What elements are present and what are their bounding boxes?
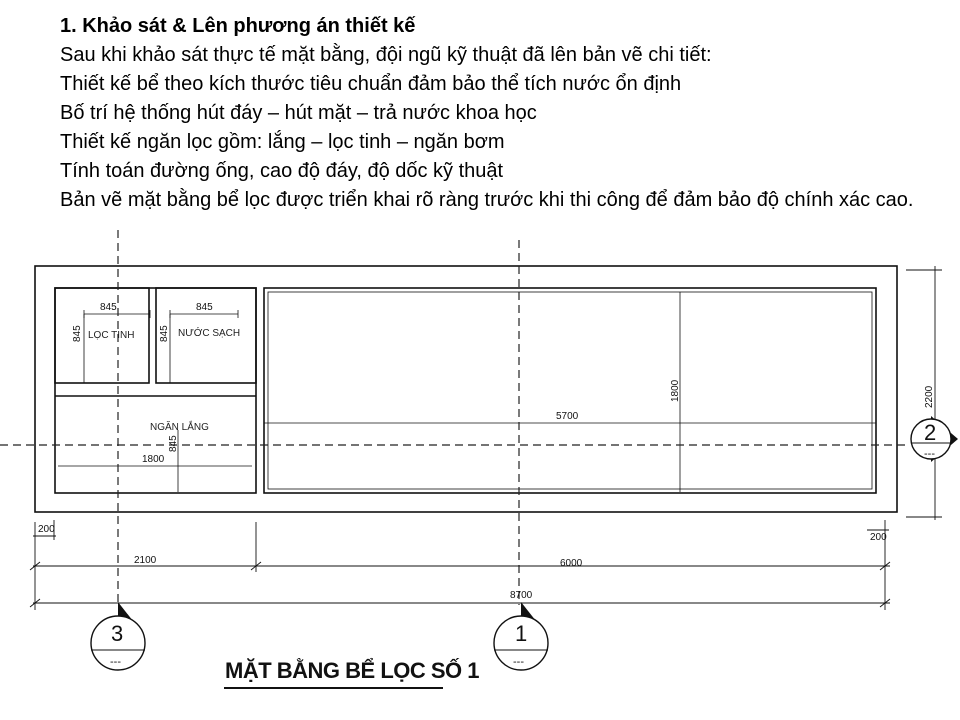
- bubble-1-number: 1: [515, 621, 528, 646]
- description-line: Tính toán đường ống, cao độ đáy, độ dốc kỹ thuật: [60, 160, 504, 182]
- bubble-3-number: 3: [111, 621, 124, 646]
- dim-5700: 5700: [556, 411, 579, 422]
- section-heading: 1. Khảo sát & Lên phương án thiết kế: [60, 15, 416, 37]
- bubble-3-sub: ---: [110, 656, 121, 668]
- floor-plan-drawing: [0, 230, 960, 720]
- dim-845-mid: 845: [159, 325, 170, 342]
- dim-2200: 2200: [924, 385, 935, 408]
- dim-1800-horizontal: 1800: [142, 454, 165, 465]
- dim-6000: 6000: [560, 558, 583, 569]
- dim-200-right: 200: [870, 532, 887, 543]
- axis-bubble-2: [911, 416, 958, 462]
- axis-bubble-3: [91, 602, 145, 670]
- dim-845-a: 845: [100, 302, 117, 313]
- description-text-block: [60, 12, 940, 215]
- dim-1800-vertical: 1800: [670, 379, 681, 402]
- dim-200-left: 200: [38, 524, 55, 535]
- bottom-dimension-lines: [30, 520, 890, 610]
- bubble-2-number: 2: [924, 420, 937, 445]
- dim-2100: 2100: [134, 555, 157, 566]
- bubble-2-sub: ---: [924, 448, 935, 460]
- description-line: Sau khi khảo sát thực tế mặt bằng, đội ngũ kỹ thuật đã lên bản vẽ chi tiết:: [60, 44, 712, 66]
- axis-bubble-1: [494, 602, 548, 670]
- interior-dimensions: [58, 292, 876, 492]
- drawing-title: MẶT BẰNG BỂ LỌC SỐ 1: [225, 658, 480, 683]
- dim-845-b: 845: [196, 302, 213, 313]
- label-ngan-lang: NGĂN LẮNG: [150, 422, 209, 433]
- label-loc-tinh: LỌC TINH: [88, 330, 135, 341]
- bubble-1-sub: ---: [513, 656, 524, 668]
- description-line: Thiết kế ngăn lọc gồm: lắng – lọc tinh – ngăn bơm: [60, 131, 505, 153]
- description-line: Bản vẽ mặt bằng bể lọc được triển khai rõ ràng trước khi thi công để đảm bảo độ chính xác cao.: [60, 189, 914, 211]
- outer-slab: [35, 266, 897, 512]
- dim-8700: 8700: [510, 590, 533, 601]
- dim-845-small: 845: [168, 435, 179, 452]
- label-nuoc-sach: NƯỚC SẠCH: [178, 328, 241, 339]
- dim-845-left: 845: [72, 325, 83, 342]
- main-tank-inner: [268, 292, 872, 489]
- description-line: Bố trí hệ thống hút đáy – hút mặt – trả nước khoa học: [60, 102, 537, 124]
- main-tank-outer: [264, 288, 876, 493]
- description-line: Thiết kế bể theo kích thước tiêu chuẩn đảm bảo thể tích nước ổn định: [60, 73, 682, 95]
